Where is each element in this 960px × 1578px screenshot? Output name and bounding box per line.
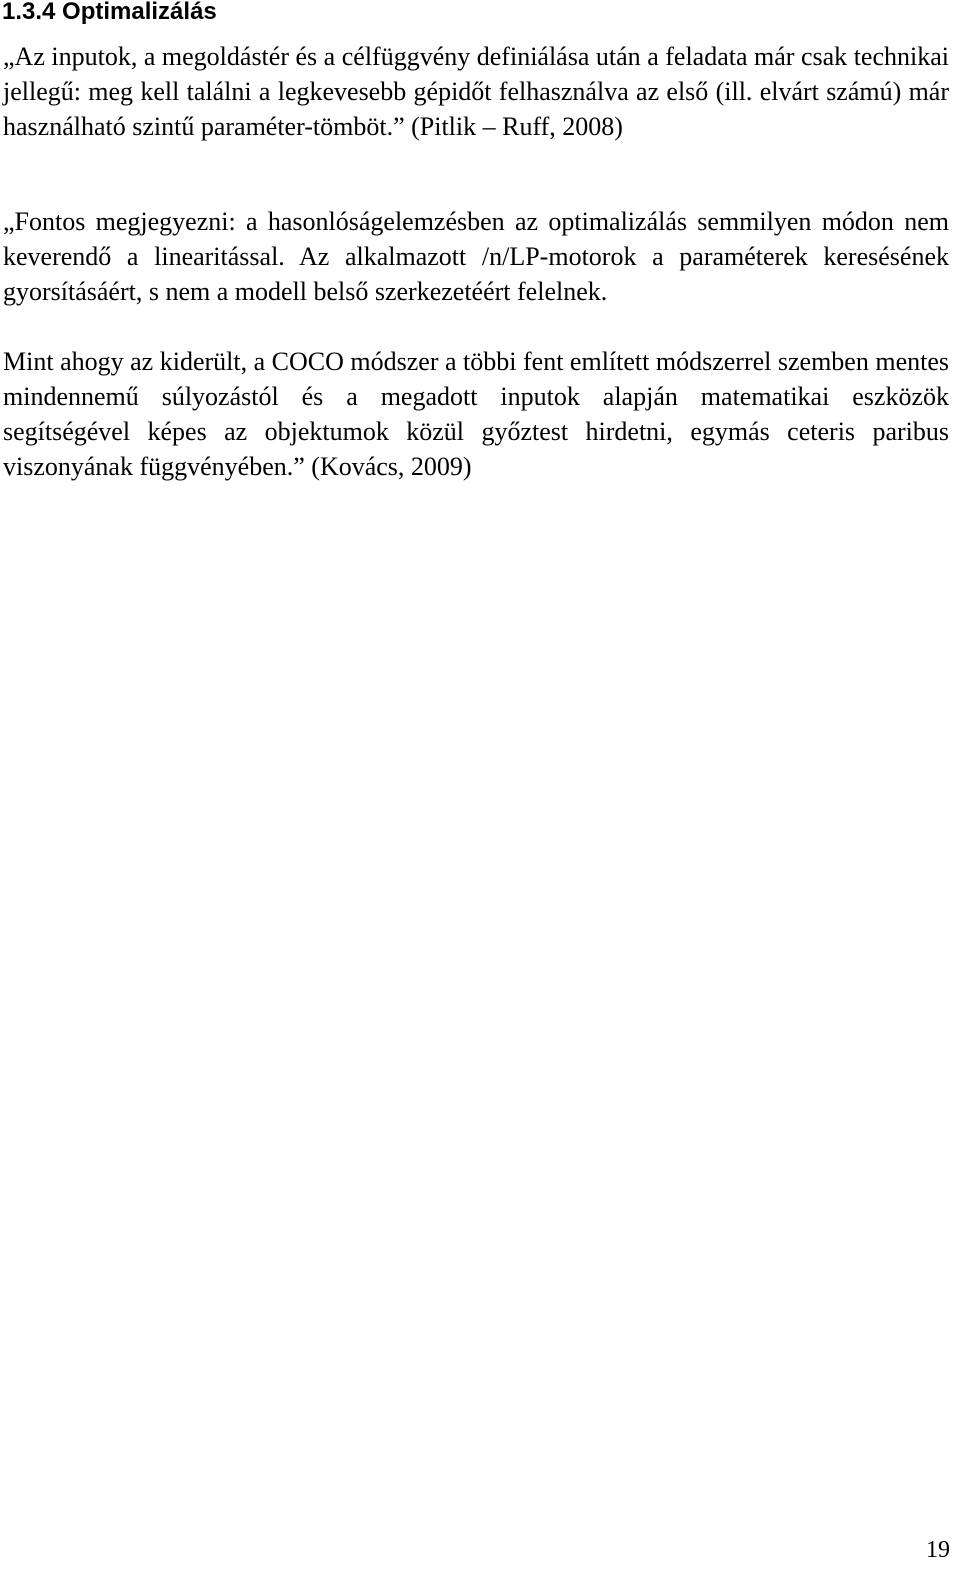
quote-paragraph-kovacs-end: Mint ahogy az kiderült, a COCO módszer a többi fent említett módszerrel szemben mentes mindennemű súlyozástól és a megadott inputok alapján matematikai eszközök segítségével képes az objektumok közül győztest hirdetni, egymás ceteris paribus viszonyának függvényében.” (Kovács, 2009) [3,347,949,481]
quote-paragraph-pitlik: „Az inputok, a megoldástér és a célfüggvény definiálása után a feladata már csak technikai jellegű: meg kell találni a legkevesebb gépidőt felhasználva az első (ill. elvárt számú) már használható szintű paraméter-tömböt.” (Pitlik – Ruff, 2008) [3,42,949,141]
section-heading: 1.3.4 Optimalizálás [2,0,217,25]
quote-paragraph-kovacs-start: „Fontos megjegyezni: a hasonlóságelemzésben az optimalizálás semmilyen módon nem keverendő a linearitással. Az alkalmazott /n/LP-motorok a paraméterek keresésének gyorsításáért, s nem a modell belső szerkezetéért felelnek. [3,207,949,306]
page-number: 19 [926,1537,950,1563]
